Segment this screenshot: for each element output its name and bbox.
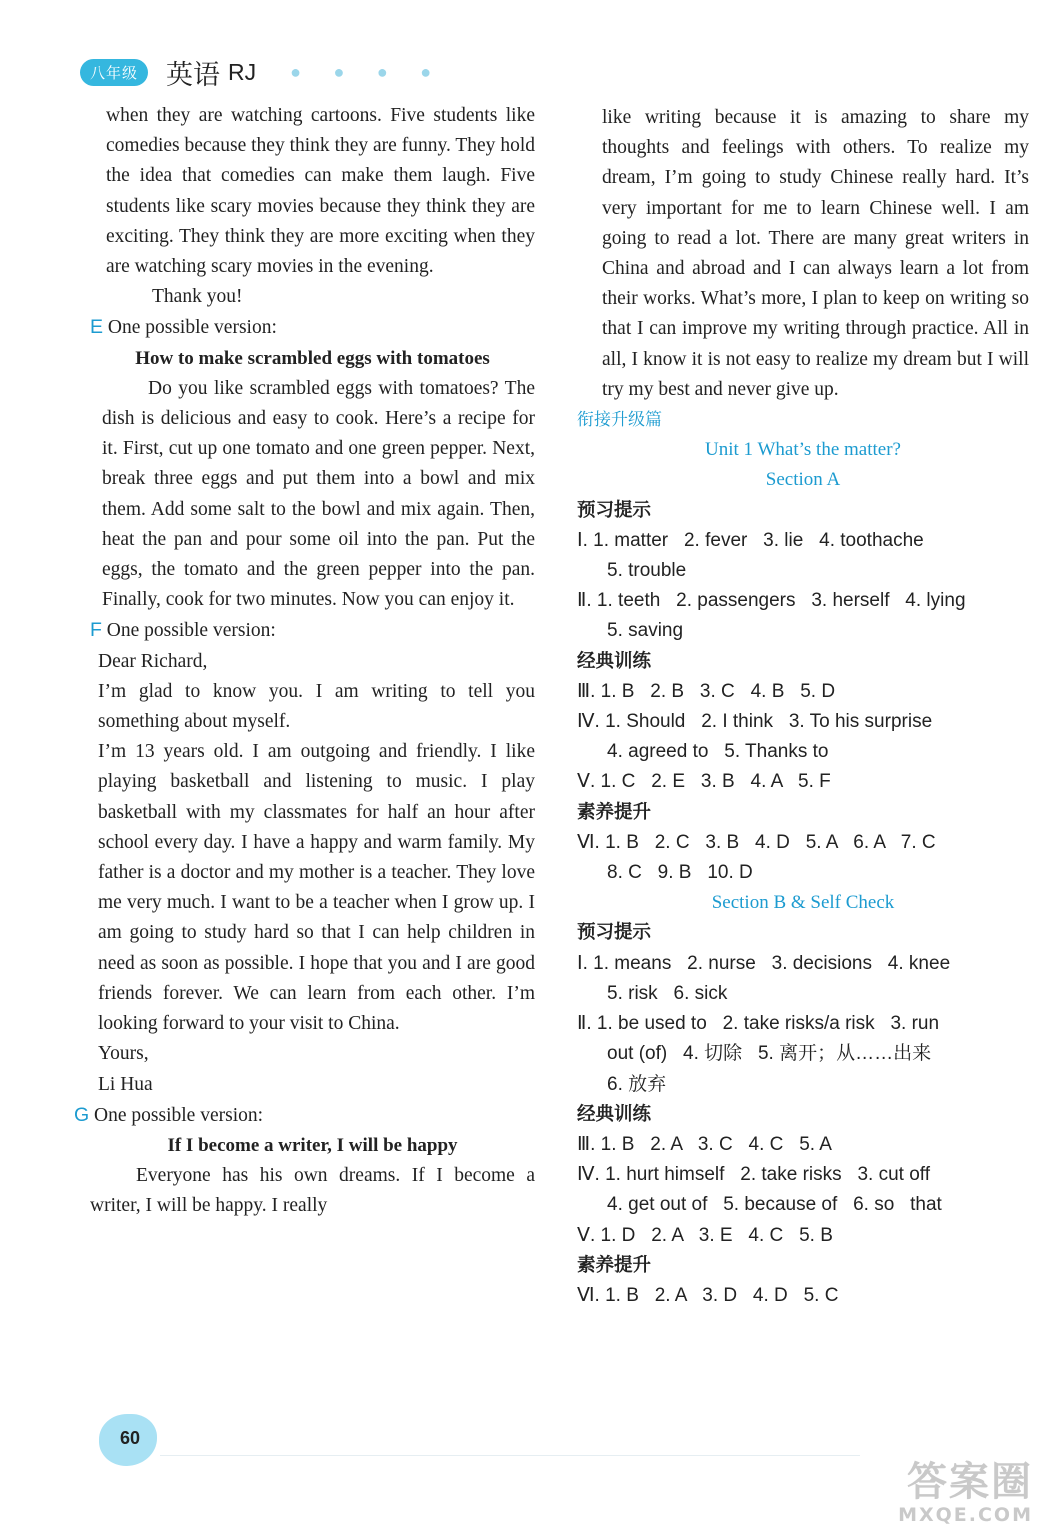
answer-line: Ⅵ. 1. B 2. C 3. B 4. D 5. A 6. A 7. C [577,831,936,853]
answer-line: Ⅰ. 1. means 2. nurse 3. decisions 4. knee [577,952,951,974]
section-a-practice-heading: 经典训练 [577,650,652,672]
left-continued-text: when they are watching cartoons. Five students like comedies because they think they are funny. They hold the idea that comedies can make them laugh. Five students like scary movies because they think they are exciting. They think they are more exciting when they are watching scary movies in the evening. [106,105,535,278]
letter-signature: Li Hua [98,1073,153,1095]
answer-line: Ⅲ. 1. B 2. A 3. C 4. C 5. A [577,1133,832,1155]
answer-line: 8. C 9. B 10. D [607,862,753,884]
section-b-practice-heading: 经典训练 [577,1103,652,1125]
answer-line: 6. 放弃 [607,1073,667,1095]
answer-line: Ⅰ. 1. matter 2. fever 3. lie 4. toothache [577,529,924,551]
section-b-preview-heading: 预习提示 [577,922,652,944]
answer-line: 4. get out of 5. because of 6. so that [607,1194,942,1216]
answer-line: 5. trouble [607,560,687,582]
answer-line: Ⅱ. 1. be used to 2. take risks/a risk 3. run [577,1013,940,1035]
answer-line: 4. agreed to 5. Thanks to [607,741,829,763]
section-b-title: Section B & Self Check [711,892,895,914]
answer-line: 5. risk 6. sick [607,982,728,1004]
section-a-preview-heading: 预习提示 [577,499,652,521]
page-number: 60 [119,1428,141,1448]
section-f-marker: F [90,619,102,642]
right-continued-text: like writing because it is amazing to share my thoughts and feelings with others. To realize my dream, I’m going to study Chinese really hard. It’s very important for me to learn Chinese well. I am going to read a lot. There are many great writers in China and abroad and I can always learn a lot from their works. What’s more, I plan to keep on writing so that I can improve my writing through practice. All in all, I know it is not easy to realize my dream but I will try my best and never give up. [602,107,1029,400]
section-g-body: Everyone has his own dreams. If I become a writer, I will be happy. I really [90,1165,535,1217]
right-column [577,103,1029,1311]
letter-paragraph-1: I’m glad to know you. I am writing to tell you something about myself. [98,680,535,733]
decorative-dots: ● ● ● ● [290,61,446,82]
answer-line: Ⅴ. 1. C 2. E 3. B 4. A 5. F [577,771,831,793]
section-f-intro: F One possible version: [90,619,276,642]
watermark-text: 答案圈 [907,1459,1033,1505]
answer-line: Ⅳ. 1. Should 2. I think 3. To his surprise [577,711,933,733]
section-g-marker: G [74,1103,90,1126]
thanks-line: Thank you! [152,286,243,308]
answer-line: Ⅵ. 1. B 2. A 3. D 4. D 5. C [577,1284,839,1306]
subject-title: 英语 [166,59,221,91]
section-b-improve-heading: 素养提升 [577,1254,652,1276]
answer-line: Ⅳ. 1. hurt himself 2. take risks 3. cut off [577,1164,930,1186]
answer-line: 5. saving [607,620,684,642]
section-e-title: How to make scrambled eggs with tomatoes [135,347,490,369]
section-a-title: Section A [765,469,841,491]
footer-divider [160,1455,860,1456]
section-g-intro: G One possible version: [74,1103,264,1126]
answer-line: out (of) 4. 切除 5. 离开；从……出来 [607,1043,932,1065]
page-header [80,55,445,89]
watermark-logo [898,1460,1033,1526]
section-a-improve-heading: 素养提升 [577,801,652,823]
answer-line: Ⅴ. 1. D 2. A 3. E 4. C 5. B [577,1224,833,1246]
section-e-intro: E One possible version: [90,316,277,339]
section-label: 衔接升级篇 [577,410,662,431]
letter-greeting: Dear Richard, [98,650,208,672]
answer-line: Ⅱ. 1. teeth 2. passengers 3. herself 4. lying [577,590,966,612]
section-g-title: If I become a writer, I will be happy [167,1134,458,1156]
watermark-url: MXQE.COM [898,1504,1033,1526]
answer-line: Ⅲ. 1. B 2. B 3. C 4. B 5. D [577,680,836,702]
grade-badge: 八年级 [80,59,148,86]
letter-paragraph-2: I’m 13 years old. I am outgoing and friendly. I like playing basketball and listening to music. I play basketball with my classmates for half an hour after school every day. I have a happy and warm family. My father is a doctor and my mother is a teacher. They love me very much. I want to be a teacher when I grow up. I am going to study hard so that I can help children in need as soon as possible. I hope that you and I are good friends forever. We can learn from each other. I’m looking forward to your visit to China. [98,741,535,1035]
unit-title: Unit 1 What’s the matter? [705,439,901,461]
section-e-marker: E [90,316,104,339]
letter-closing: Yours, [98,1043,149,1065]
left-column [74,101,535,1222]
section-e-body: Do you like scrambled eggs with tomatoes? The dish is delicious and easy to cook. Here’s a recipe for it. First, cut up one tomato and one green pepper. Next, break three eggs and put them into a bowl and mix them. Add some salt to the bowl and mix again. Then, heat the pan and pour some oil into the pan. Put the eggs, the tomato and the green pepper into the pan. Finally, cook for two minutes. Now you can enjoy it. [102,377,535,611]
edition-code: RJ [228,58,257,85]
